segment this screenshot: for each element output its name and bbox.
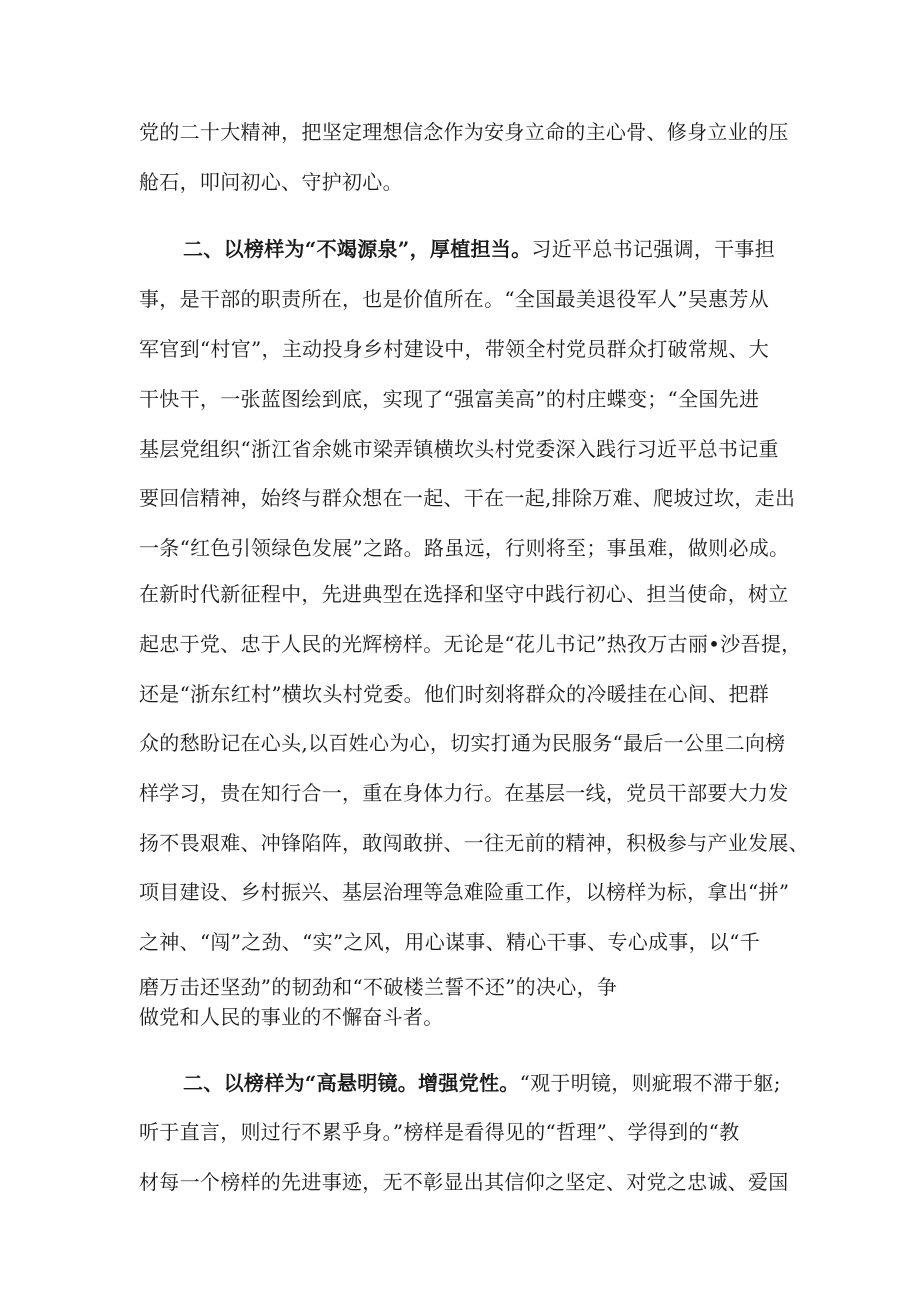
text-line: 做党和人民的事业的不懈奋斗者。 <box>139 1005 444 1029</box>
text-line: 一条“红色引领绿色发展”之路。路虽远，行则将至；事虽难，做则必成。 <box>139 536 790 560</box>
section-heading-line <box>183 1069 799 1097</box>
paragraph-text: 习近平总书记强调，干事担 <box>531 237 776 261</box>
text-line: 舱石，叩问初心、守护初心。 <box>139 170 403 194</box>
text-line: 还是“浙东红村”横坎头村党委。他们时刻将群众的冷暖挂在心间、把群 <box>139 682 770 706</box>
section-heading: 二、以榜样为“不竭源泉”，厚植担当。 <box>183 237 532 261</box>
text-line: 要回信精神，始终与群众想在一起、干在一起,排除万难、爬坡过坎，走出 <box>139 486 796 510</box>
text-line: 事，是干部的职责所在，也是价值所在。“全国最美退役军人”吴惠芳从 <box>139 287 770 311</box>
section-heading: 二、以榜样为“高悬明镜。增强党性。 <box>183 1071 520 1095</box>
text-line: 众的愁盼记在心头,以百姓心为心，切实打通为民服务“最后一公里二向榜 <box>139 731 786 755</box>
text-line: 干快干，一张蓝图绘到底，实现了“强富美高”的村庄蝶变；“全国先进 <box>139 387 760 411</box>
text-line: 听于直言，则过行不累乎身。”榜样是看得见的“哲理”、学得到的“教 <box>139 1120 740 1144</box>
text-line: 样学习，贵在知行合一，重在身体力行。在基层一线，党员干部要大力发 <box>139 781 789 805</box>
text-line: 磨万击还坚劲”的韧劲和“不破楼兰誓不还”的决心，争 <box>139 975 618 999</box>
text-line: 材每一个榜样的先进事迹，无不彰显出其信仰之坚定、对党之忠诚、爱国 <box>139 1170 789 1194</box>
text-line: 基层党组织“浙江省余姚市梁弄镇横坎头村党委深入践行习近平总书记重 <box>139 437 779 461</box>
text-line: 军官到“村官”，主动投身乡村建设中，带领全村党员群众打破常规、大 <box>139 337 770 361</box>
text-line: 在新时代新征程中，先进典型在选择和坚守中践行初心、担当使命，树立 <box>139 582 789 606</box>
text-line: 项目建设、乡村振兴、基层治理等急难险重工作，以榜样为标，拿出“拼” <box>139 880 790 904</box>
text-line: 党的二十大精神，把坚定理想信念作为安身立命的主心骨、修身立业的压 <box>139 120 789 144</box>
paragraph-text: “观于明镜，则疵瑕不滞于躯; <box>519 1071 781 1095</box>
text-line: 扬不畏艰难、冲锋陷阵，敢闯敢拼、一往无前的精神，积极参与产业发展、 <box>139 831 809 855</box>
text-line: 之神、“闯”之劲、“实”之风，用心谋事、精心干事、专心成事，以“千 <box>139 930 761 954</box>
section-heading-line <box>183 235 799 263</box>
text-line: 起忠于党、忠于人民的光辉榜样。无论是“花儿书记”热孜万古丽•沙吾提， <box>139 632 802 656</box>
